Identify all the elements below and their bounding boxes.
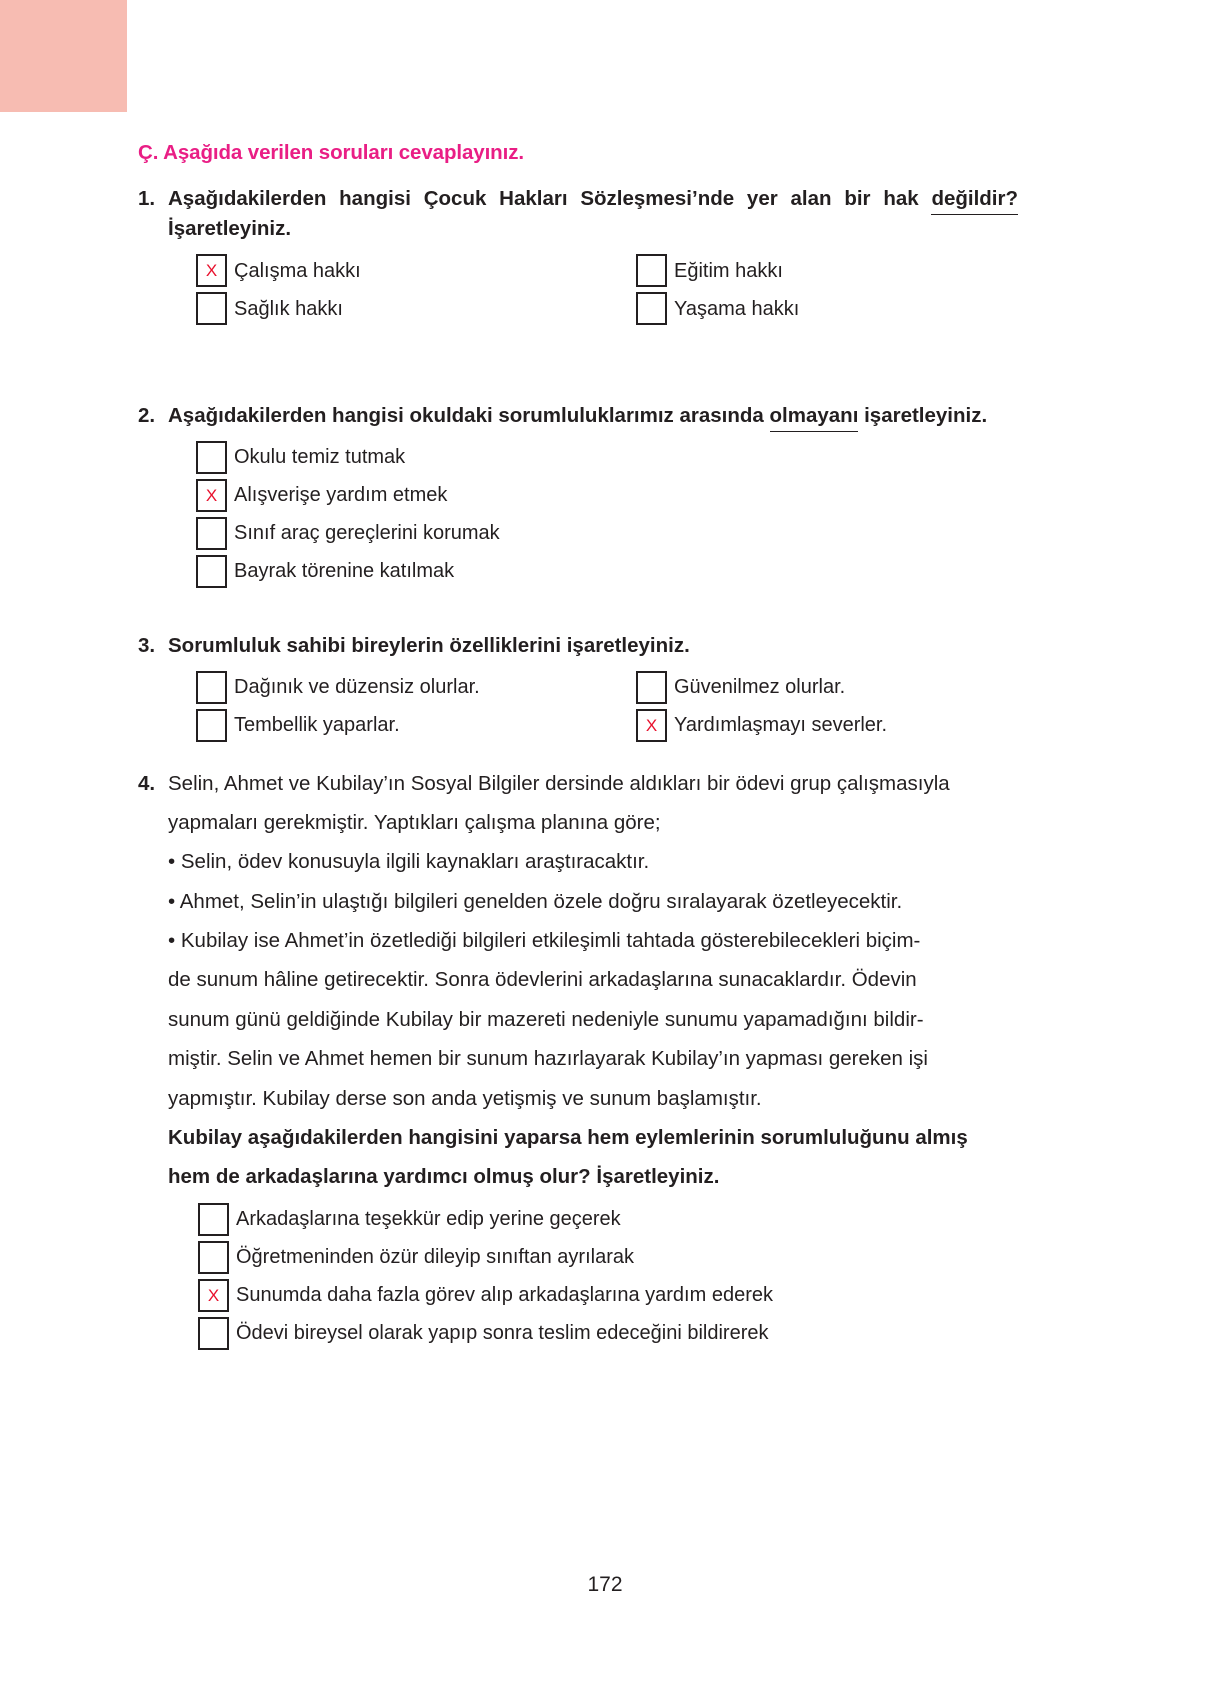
question-1-options [168, 254, 1018, 325]
question-1-text-before: Aşağıdakilerden hangisi Çocuk Hakları Sözleşmesi’nde yer alan bir hak [168, 186, 932, 210]
question-2-number: 2. [138, 404, 156, 428]
checkbox-q2-o4[interactable] [196, 555, 227, 588]
question-4-option-2[interactable] [168, 1241, 1018, 1274]
question-2-text [168, 401, 1018, 432]
question-4-body-line-1: Selin, Ahmet ve Kubilay’ın Sosyal Bilgiler dersinde aldıkları bir ödevi grup çalışmasıyla [168, 771, 950, 795]
question-2-option-3-label: Sınıf araç gereçlerini korumak [234, 522, 500, 545]
checkbox-q3-o1[interactable] [196, 671, 227, 704]
question-2 [138, 401, 1018, 593]
checkbox-q1-o3[interactable] [196, 292, 227, 325]
question-4-option-1-label: Arkadaşlarına teşekkür edip yerine geçerek [236, 1208, 621, 1231]
checkbox-q3-o2[interactable] [636, 671, 667, 704]
question-1-option-3-label: Sağlık hakkı [234, 297, 343, 320]
question-4-option-2-label: Öğretmeninden özür dileyip sınıftan ayrılarak [236, 1246, 634, 1269]
section-heading: Ç. Aşağıda verilen soruları cevaplayınız. [138, 141, 524, 164]
question-2-option-4[interactable] [168, 555, 1018, 588]
checkbox-q4-o1[interactable] [198, 1203, 229, 1236]
worksheet-content [138, 140, 1018, 1355]
question-1-underlined-word: değildir? [931, 187, 1018, 215]
question-3-options [168, 671, 1018, 742]
question-3-option-4[interactable] [608, 709, 1018, 742]
checkbox-q2-o2[interactable]: X [196, 479, 227, 512]
question-2-option-1[interactable] [168, 441, 1018, 474]
checkbox-q4-o4[interactable] [198, 1317, 229, 1350]
question-1-text [168, 184, 1018, 246]
question-2-option-4-label: Bayrak törenine katılmak [234, 560, 455, 583]
checkbox-q2-o1[interactable] [196, 441, 227, 474]
question-2-text-after: işaretleyiniz. [858, 404, 988, 428]
question-2-option-1-label: Okulu temiz tutmak [234, 446, 406, 469]
question-4-prompt-line-1: Kubilay aşağıdakilerden hangisini yaparsa hem eylemlerinin sorumluluğunu almış [168, 1125, 968, 1149]
question-3 [138, 631, 1018, 742]
checkbox-q4-o2[interactable] [198, 1241, 229, 1274]
question-1-option-4-label: Yaşama hakkı [674, 297, 800, 320]
spacer-after-q3 [138, 742, 1018, 764]
question-1-option-2-label: Eğitim hakkı [674, 259, 783, 282]
checkbox-q3-o3[interactable] [196, 709, 227, 742]
question-1-text-after: İşaretleyiniz. [168, 217, 292, 241]
question-1-option-4[interactable] [608, 292, 1018, 325]
question-4-body-line-5: • Kubilay ise Ahmet’in özetlediği bilgileri etkileşimli tahtada gösterebilecekleri biçim- [168, 929, 921, 953]
question-1-option-1-label: Çalışma hakkı [234, 259, 361, 282]
question-1-option-1[interactable] [168, 254, 608, 287]
checkbox-q3-o4[interactable]: X [636, 709, 667, 742]
question-1-number: 1. [138, 186, 156, 210]
question-4-prompt-line-2: hem de arkadaşlarına yardımcı olmuş olur? İşaretleyiniz. [168, 1165, 720, 1189]
spacer-after-q1 [138, 325, 1018, 401]
question-4-body-line-6: de sunum hâline getirecektir. Sonra ödevlerini arkadaşlarına sunacaklardır. Ödevin [168, 968, 917, 992]
checkbox-q1-o1[interactable]: X [196, 254, 227, 287]
question-1-option-2[interactable] [608, 254, 1018, 287]
page-number: 172 [587, 1573, 623, 1596]
question-4-option-1[interactable] [168, 1203, 1018, 1236]
question-4-number: 4. [138, 771, 156, 795]
checkbox-q2-o3[interactable] [196, 517, 227, 550]
question-4-options [168, 1203, 1018, 1350]
spacer-after-q2 [138, 593, 1018, 631]
question-4-option-4-label: Ödevi bireysel olarak yapıp sonra teslim edeceğini bildirerek [236, 1322, 769, 1345]
question-4-option-4[interactable] [168, 1317, 1018, 1350]
question-2-text-before: Aşağıdakilerden hangisi okuldaki sorumluluklarımız arasında [168, 404, 770, 428]
question-2-option-2-label: Alışverişe yardım etmek [234, 484, 448, 507]
question-3-option-2[interactable] [608, 671, 1018, 704]
decorative-corner-block [0, 0, 127, 112]
question-1-option-3[interactable] [168, 292, 608, 325]
question-3-text: Sorumluluk sahibi bireylerin özelliklerini işaretleyiniz. [168, 633, 690, 657]
checkbox-q1-o2[interactable] [636, 254, 667, 287]
question-4-body-line-2: yapmaları gerekmiştir. Yaptıkları çalışma planına göre; [168, 810, 661, 834]
question-4-body-line-4: • Ahmet, Selin’in ulaştığı bilgileri genelden özele doğru sıralayarak özetleyecektir. [168, 889, 903, 913]
question-3-option-2-label: Güvenilmez olurlar. [674, 676, 846, 699]
question-3-option-1-label: Dağınık ve düzensiz olurlar. [234, 676, 480, 699]
question-2-option-3[interactable] [168, 517, 1018, 550]
checkbox-q4-o3[interactable]: X [198, 1279, 229, 1312]
question-4-option-3-label: Sunumda daha fazla görev alıp arkadaşlarına yardım ederek [236, 1284, 773, 1307]
question-4-body-line-8: miştir. Selin ve Ahmet hemen bir sunum hazırlayarak Kubilay’ın yapması gereken işi [168, 1047, 928, 1071]
question-4-body-line-9: yapmıştır. Kubilay derse son anda yetişmiş ve sunum başlamıştır. [168, 1086, 762, 1110]
question-3-option-3[interactable] [168, 709, 608, 742]
question-3-number: 3. [138, 633, 156, 657]
question-1 [138, 184, 1018, 326]
checkbox-q1-o4[interactable] [636, 292, 667, 325]
question-2-option-2[interactable] [168, 479, 1018, 512]
question-2-options [168, 441, 1018, 588]
question-2-underlined-word: olmayanı [770, 404, 859, 432]
question-4-body-line-7: sunum günü geldiğinde Kubilay bir mazereti nedeniyle sunumu yapamadığını bildir- [168, 1007, 924, 1031]
question-4-body-line-3: • Selin, ödev konusuyla ilgili kaynakları araştıracaktır. [168, 850, 650, 874]
question-3-option-3-label: Tembellik yaparlar. [234, 714, 400, 737]
question-4-option-3[interactable] [168, 1279, 1018, 1312]
question-3-option-4-label: Yardımlaşmayı severler. [674, 714, 888, 737]
question-3-option-1[interactable] [168, 671, 608, 704]
question-4 [138, 764, 1018, 1355]
